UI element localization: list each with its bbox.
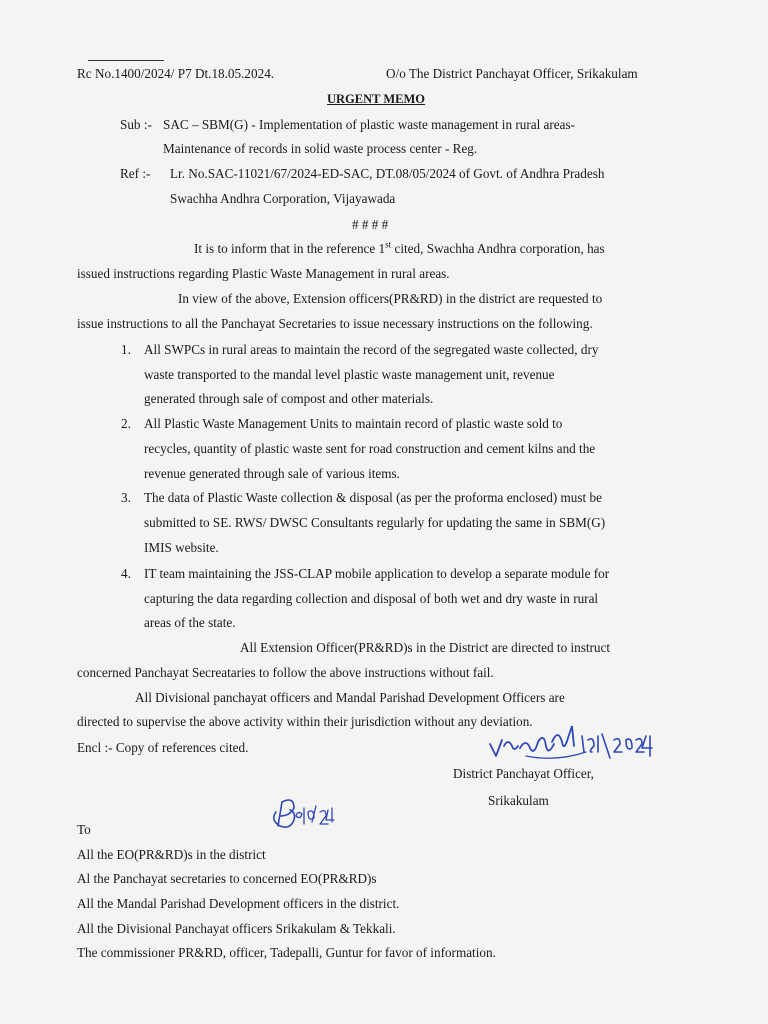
separator: # # # # [352, 217, 389, 232]
item-number: 4. [121, 566, 131, 581]
reference-line-1: Lr. No.SAC-11021/67/2024-ED-SAC, DT.08/05/2024 of Govt. of Andhra Pradesh [170, 166, 605, 181]
reference-label: Ref :- [120, 166, 151, 181]
enclosure-note: Encl :- Copy of references cited. [77, 740, 249, 755]
recipient-line: All the EO(PR&RD)s in the district [77, 847, 266, 862]
recipient-line: Al the Panchayat secretaries to concerned EO(PR&RD)s [77, 871, 377, 886]
recipient-line: All the Divisional Panchayat officers Srikakulam & Tekkali. [77, 921, 396, 936]
subject-line-2: Maintenance of records in solid waste process center - Reg. [163, 141, 478, 156]
office-name: O/o The District Panchayat Officer, Srikakulam [386, 66, 638, 81]
para1-line-1 [194, 239, 605, 256]
item-1-line-3: generated through sale of compost and other materials. [144, 391, 434, 406]
item-3-line-1: The data of Plastic Waste collection & disposal (as per the proforma enclosed) must be [144, 490, 602, 505]
para2-line-1: In view of the above, Extension officers(PR&RD) in the district are requested to [178, 291, 603, 306]
item-1-line-1: All SWPCs in rural areas to maintain the record of the segregated waste collected, dry [144, 342, 599, 357]
signatory-district: Srikakulam [488, 793, 549, 808]
item-number: 1. [121, 342, 131, 357]
officer-signature [486, 726, 656, 766]
reference-line-2: Swachha Andhra Corporation, Vijayawada [170, 191, 396, 206]
memo-title: URGENT MEMO [327, 92, 426, 106]
reference-number: Rc No.1400/2024/ P7 Dt.18.05.2024. [77, 66, 275, 81]
para1-text-a: It is to inform that in the reference 1 [194, 241, 386, 256]
top-rule [88, 60, 164, 61]
para4-line-1: All Divisional panchayat officers and Mandal Parishad Development Officers are [135, 690, 565, 705]
item-4-line-1: IT team maintaining the JSS-CLAP mobile application to develop a separate module for [144, 566, 610, 581]
signatory-title: District Panchayat Officer, [453, 766, 594, 781]
para1-superscript: st [385, 239, 392, 250]
item-2-line-1: All Plastic Waste Management Units to maintain record of plastic waste sold to [144, 416, 563, 431]
item-4-line-2: capturing the data regarding collection and disposal of both wet and dry waste in rural [144, 591, 599, 606]
para3-line-1: All Extension Officer(PR&RD)s in the District are directed to instruct [240, 640, 611, 655]
subject-label: Sub :- [120, 117, 152, 132]
para4-line-2: directed to supervise the above activity within their jurisdiction without any deviation. [77, 714, 533, 729]
recipient-line: All the Mandal Parishad Development officers in the district. [77, 896, 400, 911]
to-label: To [77, 822, 91, 837]
item-number: 2. [121, 416, 131, 431]
item-number: 3. [121, 490, 131, 505]
item-4-line-3: areas of the state. [144, 615, 236, 630]
item-2-line-2: recycles, quantity of plastic waste sent for road construction and cement kilns and the [144, 441, 596, 456]
item-3-line-3: IMIS website. [144, 540, 219, 555]
para3-line-2: concerned Panchayat Secreataries to follow the above instructions without fail. [77, 665, 494, 680]
item-2-line-3: revenue generated through sale of various items. [144, 466, 400, 481]
para2-line-2: issue instructions to all the Panchayat Secretaries to issue necessary instructions on the following. [77, 316, 593, 331]
initials-signature [268, 794, 338, 834]
item-3-line-2: submitted to SE. RWS/ DWSC Consultants regularly for updating the same in SBM(G) [144, 515, 606, 530]
para1-text-b: cited, Swachha Andhra corporation, has [391, 241, 605, 256]
recipient-line: The commissioner PR&RD, officer, Tadepalli, Guntur for favor of information. [77, 945, 496, 960]
para1-line-2: issued instructions regarding Plastic Waste Management in rural areas. [77, 266, 450, 281]
subject-line-1: SAC – SBM(G) - Implementation of plastic waste management in rural areas- [163, 117, 575, 132]
item-1-line-2: waste transported to the mandal level plastic waste management unit, revenue [144, 367, 555, 382]
